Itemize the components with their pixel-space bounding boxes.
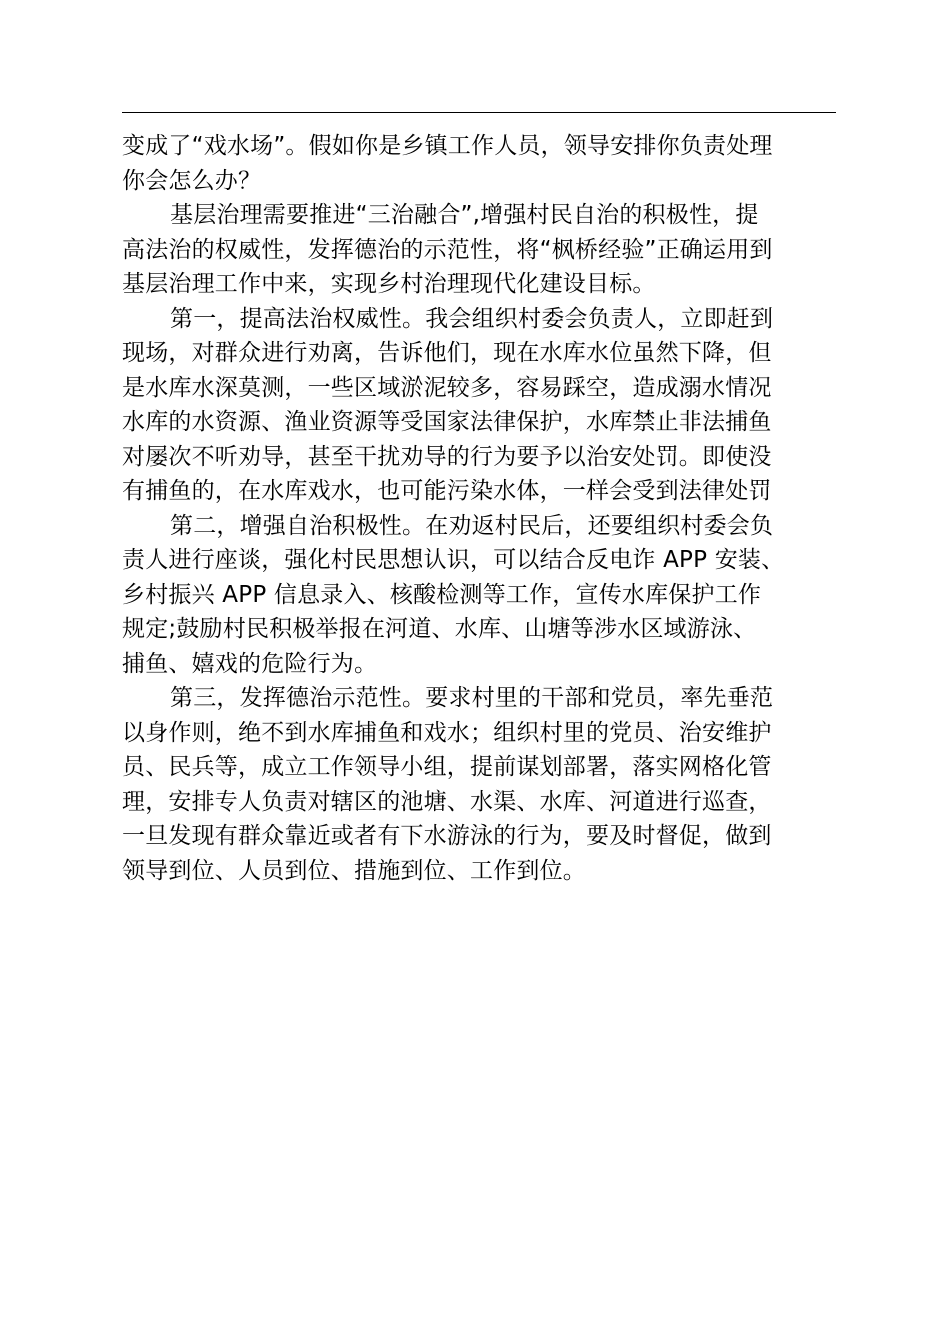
text-line: 现场，对群众进行劝离，告诉他们，现在水库水位虽然下降，但 (122, 340, 772, 366)
text-line: 领导到位、人员到位、措施到位、工作到位。 (122, 857, 586, 884)
text-line: 责人进行座谈，强化村民思想认识，可以结合反电诈 APP 安装、 (122, 547, 785, 573)
text-line: 捕鱼、嬉戏的危险行为。 (122, 650, 378, 677)
text-line: 规定;鼓励村民积极举报在河道、水库、山塘等涉水区域游泳、 (122, 616, 757, 642)
text-line: 基层治理工作中来，实现乡村治理现代化建设目标。 (122, 271, 656, 297)
paragraph-first-line: 第三，发挥德治示范性。要求村里的干部和党员，率先垂范 (170, 685, 774, 711)
text-line: 是水库水深莫测，一些区域淤泥较多，容易踩空，造成溺水情况 (122, 374, 772, 401)
paragraph-first-line: 基层治理需要推进“三治融合”,增强村民自治的积极性，提 (170, 202, 759, 228)
text-line: 水库的水资源、渔业资源等受国家法律保护，水库禁止非法捕鱼 (122, 409, 772, 435)
text-line: 变成了“戏水场”。假如你是乡镇工作人员，领导安排你负责处理 (122, 133, 773, 159)
text-line: 对屡次不听劝导，甚至干扰劝导的行为要予以治安处罚。即使没 (122, 443, 772, 470)
text-line: 乡村振兴 APP 信息录入、核酸检测等工作，宣传水库保护工作 (122, 581, 762, 608)
text-line: 以身作则，绝不到水库捕鱼和戏水；组织村里的党员、治安维护 (122, 719, 772, 746)
text-line: 高法治的权威性，发挥德治的示范性，将“枫桥经验”正确运用到 (122, 236, 773, 263)
paragraph-first-line: 第二，增强自治积极性。在劝返村民后，还要组织村委会负 (170, 512, 774, 539)
text-line: 一旦发现有群众靠近或者有下水游泳的行为，要及时督促，做到 (122, 823, 772, 849)
text-line: 有捕鱼的，在水库戏水，也可能污染水体，一样会受到法律处罚 (122, 478, 772, 504)
text-line: 员、民兵等，成立工作领导小组，提前谋划部署，落实网格化管 (122, 754, 772, 780)
document-body (122, 129, 842, 888)
header-rule (122, 112, 836, 113)
paragraph-first-line: 第一，提高法治权威性。我会组织村委会负责人，立即赶到 (170, 305, 774, 332)
text-line: 你会怎么办？ (122, 167, 262, 194)
text-line: 理，安排专人负责对辖区的池塘、水渠、水库、河道进行巡查， (122, 788, 772, 815)
